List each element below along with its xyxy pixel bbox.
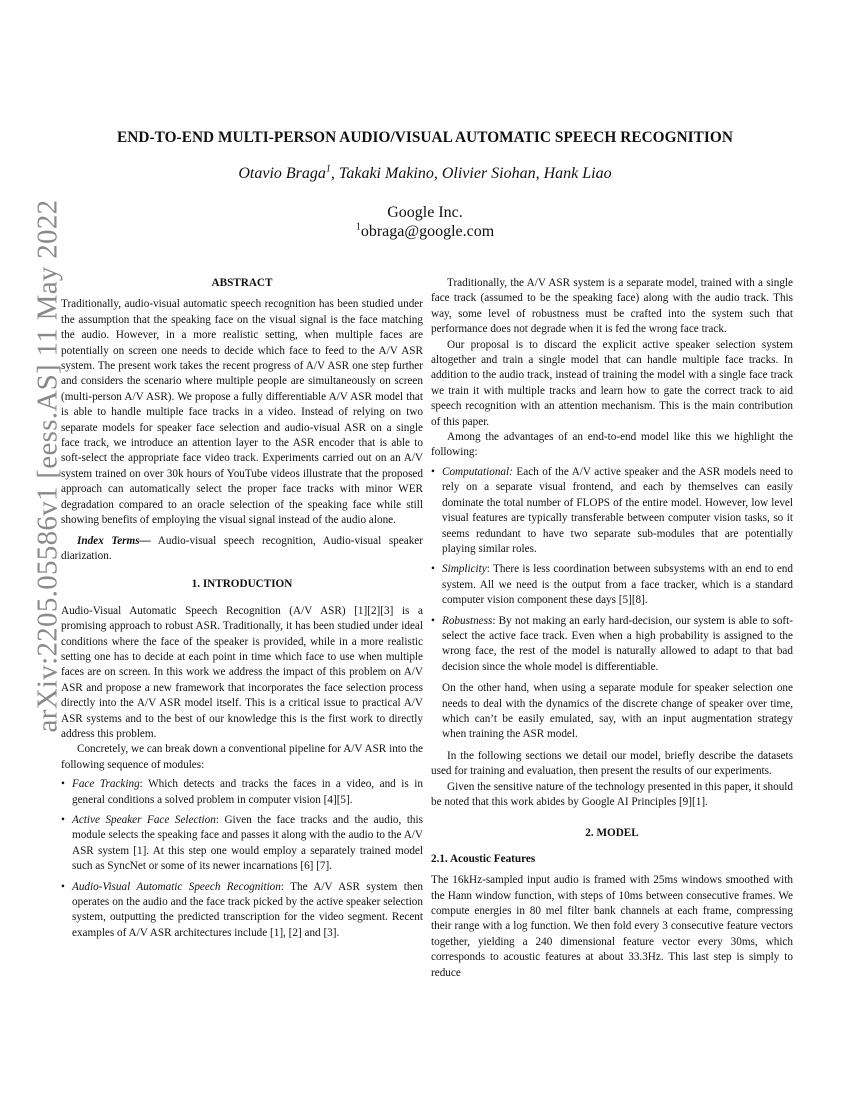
list-item-text: : Given the face tracks and the audio, this module selects the speaking face and passes it along with the audio to the A/V ASR system [1]. At this step one would employ a separately trained model such as SyncNet or some of its newer incarnations [6] [7]. [72,814,423,873]
list-item [61,813,423,875]
pipeline-module-list [61,777,423,941]
list-item [431,465,793,557]
author-first: Otavio Braga [238,165,326,182]
introduction-heading: 1. INTRODUCTION [191,578,293,591]
acoustic-features-heading: 2.1. Acoustic Features [431,852,536,865]
body-paragraph: In the following sections we detail our model, briefly describe the datasets used for training and evaluation, then present the results of our experiments. [431,749,793,778]
list-item-text: : There is less coordination between subsystems with an end to end system. All we need is the output from a face tracker, which is a standard computer vision component these days [5][8]. [442,563,793,607]
intro-paragraph-2: Concretely, we can break down a conventional pipeline for A/V ASR into the following sequence of modules: [61,743,423,771]
list-item-label: Face Tracking [72,778,140,791]
list-item-label: Robustness [442,614,493,627]
body-paragraph: Our proposal is to discard the explicit active speaker selection system altogether and train a single model that can handle multiple face tracks. In addition to the audio track, instead of training the model with a single face track we train it with multiple tracks and learn how to gate the correct track to aid speech recognition with an attention mechanism. This is the main contribution of this paper. [431,338,793,428]
model-heading: 2. MODEL [585,827,639,840]
author-rest: , Takaki Makino, Olivier Siohan, Hank Liao [330,165,612,182]
list-item-text: Each of the A/V active speaker and the ASR models need to rely on a separate visual frontend, and each by themselves can easily dominate the total number of FLOPS of the entire model. However, low level visual features are typically transferable between computer vision tasks, so it seems redundant to have two separate sub-modules that are potentially playing similar roles. [442,465,793,555]
list-item-label: Active Speaker Face Selection [72,814,216,826]
author-list [0,165,850,183]
right-column [431,276,793,981]
advantages-list [431,465,793,743]
contact-email [0,223,850,241]
list-item-label: Computational: [442,465,513,478]
list-item-label: Simplicity [442,563,487,576]
body-paragraph: Among the advantages of an end-to-end model like this we highlight the following: [431,431,793,459]
arxiv-identifier-text: arXiv:2205.05586v1 [eess.AS] 11 May 2022 [31,199,64,733]
list-item [61,880,423,942]
list-item [61,777,423,808]
index-terms-text: Audio-visual speech recognition, Audio-visual speaker diarization. [61,534,423,562]
affiliation: Google Inc. [387,204,463,221]
body-paragraph: The 16kHz-sampled input audio is framed with 25ms windows smoothed with the Hann window function, with steps of 10ms between consecutive frames. We compute energies in 80 mel filter bank channels at each frame, compressing their range with a log function. We then fold every 3 consecutive feature vectors together, yielding a 240 dimensional feature vector every 30ms, which corresponds to acoustic features at about 33.3Hz. This last step is simply to reduce [431,874,793,979]
left-column [61,276,423,941]
body-paragraph: Given the sensitive nature of the technology presented in this paper, it should be noted that this work abides by Google AI Principles [9][1]. [431,780,793,808]
index-terms-label: Index Terms— [77,534,151,547]
abstract-text: Traditionally, audio-visual automatic speech recognition has been studied under the assumption that the speaking face on the visual signal is the face matching the audio. However, in a more realistic setting, when multiple faces are potentially on screen one needs to decide which face to feed to the A/V ASR system. The present work takes the recent progress of A/V ASR one step further and considers the scenario where multiple people are simultaneously on screen (multi-person A/V ASR). We propose a fully differentiable A/V ASR model that is able to handle multiple face tracks in a video. Instead of relying on two separate models for speaker face selection and audio-visual ASR on a single face track, we introduce an attention layer to the ASR encoder that is able to soft-select the appropriate face video track. Experiments carried out on an A/V system trained on over 30k hours of YouTube videos illustrate that the proposed approach can automatically select the proper face tracks with minor WER degradation compared to an oracle selection of the speaking face while still showing benefits of employing the visual signal instead of the audio alone. [61,298,423,527]
list-item-text: : Which detects and tracks the faces in a video, and is in general conditions a solved problem in computer vision [4][5]. [72,778,423,806]
list-item-text: : The A/V ASR system then operates on the audio and the face track picked by the active speaker selection system, outputting the predicted transcription for the video segment. Recent examples of A/V ASR architectures include [1], [2] and [3]. [72,880,423,939]
email-address: obraga@google.com [360,223,495,240]
author-affil-mark: 1 [325,163,331,175]
list-item-text: : By not making an early hard-decision, our system is able to soft-select the active face track. Even when a high probability is assigned to the wrong face, the rest of the model is naturally allowed to adapt to that bad decision since the whole model is differentiable. [442,614,793,673]
list-item [431,614,793,743]
list-item-continuation: On the other hand, when using a separate module for speaker selection one needs to deal with the dynamics of the discrete change of speaker over time, which can’t be easily emulated, say, with an input augmentation strategy when training the ASR model. [442,682,793,741]
intro-paragraph-1: Audio-Visual Automatic Speech Recognition (A/V ASR) [1][2][3] is a promising approach to robust ASR. Traditionally, it has been studied under ideal conditions where the face of the speaker is provided, while in a more realistic setting one has to decide at each point in time which face to use when multiple faces are on screen. In this work we address the impact of this problem on A/V ASR and propose a new framework that incorporates the face selection process directly into the A/V ASR model itself. This is a critical issue to practical A/V ASR systems and to the best of our knowledge this is the first work to directly address this problem. [61,604,423,740]
index-terms [61,534,423,565]
body-paragraph: Traditionally, the A/V ASR system is a separate model, trained with a single face track (assumed to be the speaking face) along with the audio track. This way, some level of robustness must be crafted into the system such that performance does not degrade when it is fed the wrong face track. [431,277,793,336]
list-item-label: Audio-Visual Automatic Speech Recognition [72,880,281,893]
list-item [431,562,793,608]
paper-title: END-TO-END MULTI-PERSON AUDIO/VISUAL AUTOMATIC SPEECH RECOGNITION [117,129,733,146]
abstract-heading: ABSTRACT [211,277,273,289]
email-affil-mark: 1 [355,221,361,233]
